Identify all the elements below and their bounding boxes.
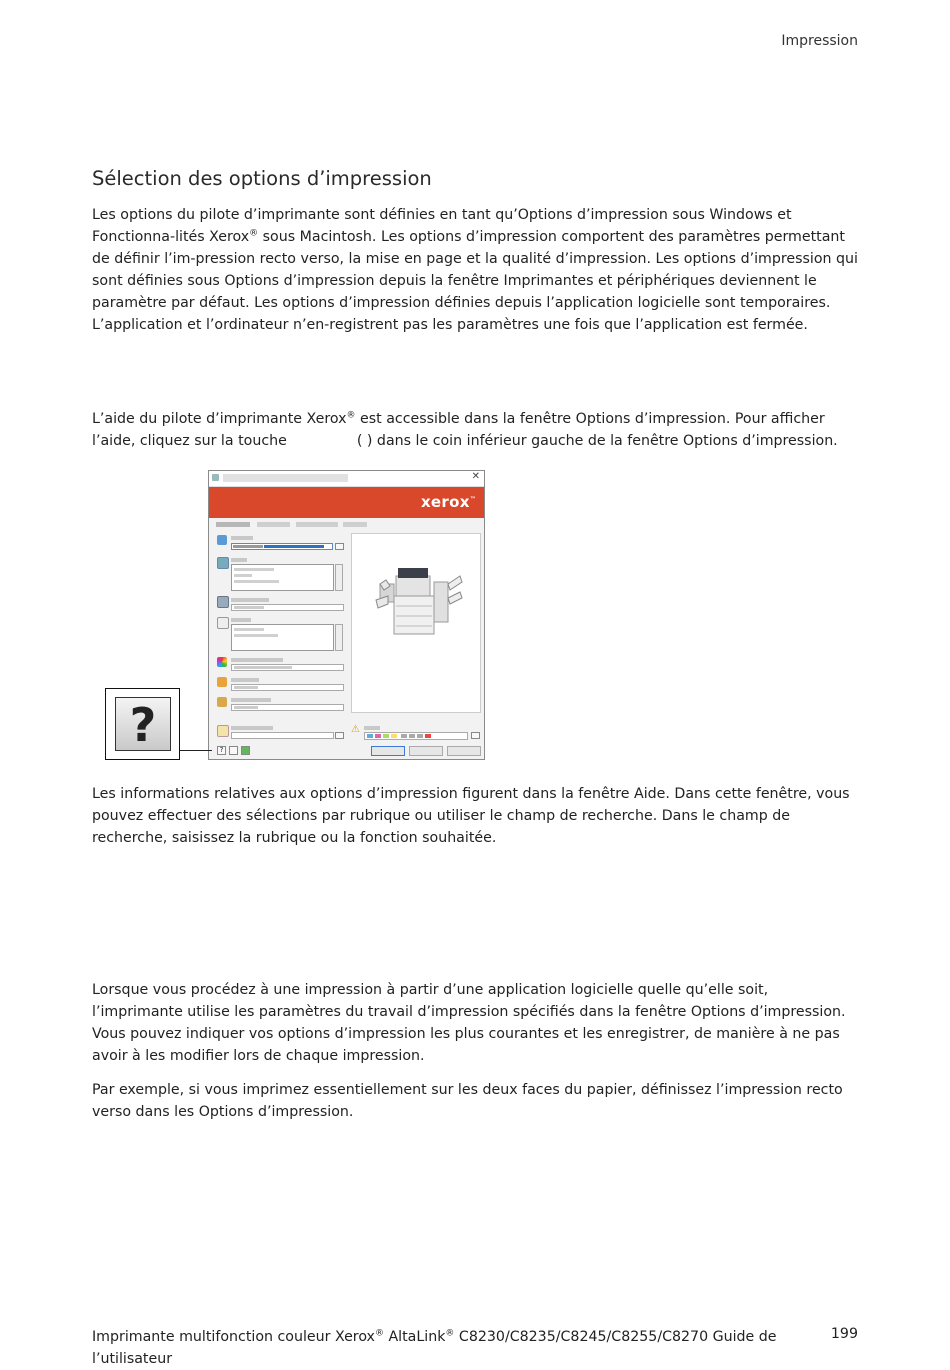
quality-icon	[217, 677, 227, 687]
quality-select[interactable]	[231, 684, 344, 691]
brand-banner	[209, 487, 484, 518]
callout-connector	[180, 750, 212, 751]
dialog-tabs	[209, 518, 484, 530]
paragraph-print-options-intro: Les options du pilote d’imprimante sont définies en tant qu’Options d’impression sous Windows et Fonctionna-lités Xerox® sous Macintosh. Les options d’impression comportent des paramètres permettant de définir l’im-pression recto verso, la mise en page et la qualité d’impression. Les options d’impression qui sont définies sous Options d’impression depuis la fenêtre Imprimantes et périphériques deviennent le paramètre par défaut. Les options d’impression définies depuis l’application logicielle sont temporaires. L’application et l’ordinateur n’en-registrent pas les paramètres une fois que l’application est fermée.	[92, 207, 858, 333]
option-label-blurred	[364, 726, 380, 730]
tab-advanced[interactable]	[343, 522, 367, 527]
paragraph-text: L’aide du pilote d’imprimante Xerox	[92, 411, 347, 427]
help-button-callout	[105, 688, 180, 760]
output-select[interactable]	[231, 704, 344, 711]
brand-label: xerox	[420, 493, 470, 511]
copies-select[interactable]	[231, 604, 344, 611]
tab-printing-options[interactable]	[216, 522, 250, 527]
close-icon[interactable]: ✕	[471, 471, 480, 482]
help-icon: ?	[115, 697, 171, 751]
paragraph-text: ( ) dans le coin inférieur gauche de la fenêtre Options d’impression.	[356, 433, 838, 449]
ok-button[interactable]	[371, 746, 405, 756]
section-title: Sélection des options d’impression	[92, 167, 432, 190]
apply-button[interactable]	[447, 746, 481, 756]
save-settings-icon	[217, 725, 229, 737]
layout-scroll-button[interactable]	[335, 564, 343, 591]
dialog-titlebar	[209, 471, 484, 487]
color-icon	[217, 657, 227, 667]
registered-mark: ®	[249, 228, 259, 239]
paper-select[interactable]	[231, 543, 333, 550]
tab-image-options[interactable]	[257, 522, 290, 527]
window-app-icon	[212, 474, 219, 481]
paragraph-example: Par exemple, si vous imprimez essentiellement sur les deux faces du papier, définissez l’impression recto verso dans les Options d’impression.	[92, 1082, 843, 1120]
warning-icon: ⚠	[351, 724, 360, 735]
layout-listbox[interactable]	[231, 564, 334, 591]
green-status-icon[interactable]	[241, 746, 250, 755]
help-icon[interactable]: ?	[217, 746, 226, 755]
copies-icon	[217, 596, 229, 608]
registered-mark: ®	[445, 1328, 455, 1339]
finishing-icon	[217, 617, 229, 629]
finishing-scroll-button[interactable]	[335, 624, 343, 651]
dialog-title-blurred	[223, 474, 348, 482]
footer-text: Imprimante multifonction couleur Xerox	[92, 1329, 375, 1345]
footer-text: C8230/C8235/C8245/C8255/C8270 Guide de l’utilisateur	[92, 1329, 777, 1367]
output-icon	[217, 697, 227, 707]
brand-tm: ™	[469, 496, 476, 503]
option-label-blurred	[231, 726, 273, 730]
reset-icon[interactable]	[229, 746, 238, 755]
option-label-blurred	[231, 678, 259, 682]
paragraph-help-window: Les informations relatives aux options d’impression figurent dans la fenêtre Aide. Dans cette fenêtre, vous pouvez effectuer des sélections par rubrique ou utiliser le champ de recherche. Dans le champ de recherche, saisissez la rubrique ou la fonction souhaitée.	[92, 786, 850, 846]
summary-bar	[364, 732, 468, 740]
registered-mark: ®	[374, 1328, 384, 1339]
xerox-logo	[421, 493, 476, 511]
saved-settings-select[interactable]	[231, 732, 334, 739]
layout-icon	[217, 557, 229, 569]
option-label-blurred	[231, 558, 247, 562]
tab-document-options[interactable]	[296, 522, 338, 527]
option-label-blurred	[231, 598, 269, 602]
finishing-listbox[interactable]	[231, 624, 334, 651]
registered-mark: ®	[346, 410, 356, 421]
paragraph-driver-help	[92, 408, 860, 452]
paragraph-text: est accessible dans la fenêtre Options d’impression. Pour afficher l’aide, cliquez sur la touche	[92, 411, 825, 449]
page-number: 199	[830, 1326, 858, 1342]
footer-guide-title	[92, 1326, 792, 1370]
option-label-blurred	[231, 618, 251, 622]
option-label-blurred	[231, 536, 253, 540]
footer-text: AltaLink	[383, 1329, 446, 1345]
summary-more-button[interactable]	[471, 732, 480, 739]
color-select[interactable]	[231, 664, 344, 671]
paragraph-default-options: Lorsque vous procédez à une impression à partir d’une application logicielle quelle qu’elle soit, l’imprimante utilise les paramètres du travail d’impression spécifiés dans la fenêtre Options d’impression. Vous pouvez indiquer vos options d’impression les plus courantes et les enregistrer, de manière à ne pas avoir à les modifier lors de chaque impression.	[92, 982, 846, 1064]
running-header: Impression	[781, 33, 858, 49]
option-label-blurred	[231, 658, 283, 662]
saved-settings-menu-button[interactable]	[335, 732, 344, 739]
print-options-dialog-screenshot	[208, 470, 485, 760]
paper-icon	[217, 535, 227, 545]
paper-more-button[interactable]	[335, 543, 344, 550]
option-label-blurred	[231, 698, 271, 702]
printer-preview-panel	[351, 533, 481, 713]
printer-preview-icon	[352, 534, 480, 712]
cancel-button[interactable]	[409, 746, 443, 756]
